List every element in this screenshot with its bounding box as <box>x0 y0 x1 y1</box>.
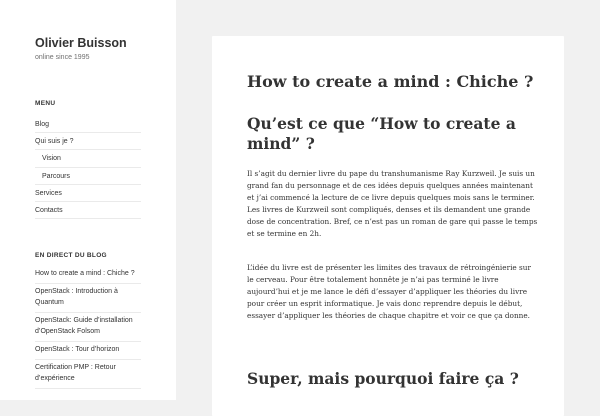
recent-posts-list <box>35 266 141 389</box>
sidebar <box>0 0 176 400</box>
menu-item-parcours[interactable]: Parcours <box>35 168 141 185</box>
menu-item-services[interactable]: Services <box>35 185 141 202</box>
menu-widget-title: MENU <box>35 100 56 107</box>
post-title: How to create a mind : Chiche ? <box>247 72 534 91</box>
site-description: online since 1995 <box>35 54 90 61</box>
site-title-link[interactable]: Olivier Buisson <box>35 36 127 50</box>
post-paragraph-2: L’idée du livre est de présenter les limites des travaux de rétroingénierie sur le cerveau. Pour être totalement honnête je n’ai pas terminé le livre aujourd’hui et je me lance le défi d’essayer d’appliquer les théories du livre pour créer un esprit informatique. Je vais donc reprendre depuis le début, essayer d’appliquer les théories de chaque chapitre et voir ce que ça donne. <box>247 263 531 321</box>
menu-item-blog[interactable]: Blog <box>35 116 141 133</box>
menu-item-contacts[interactable]: Contacts <box>35 202 141 219</box>
recent-post-link[interactable]: Certification PMP : Retour d’expérience <box>35 360 141 389</box>
menu-list <box>35 116 141 219</box>
recent-post-link[interactable]: OpenStack : Tour d’horizon <box>35 342 141 360</box>
menu-item-vision[interactable]: Vision <box>35 150 141 167</box>
section-heading-what-is: Qu’est ce que “How to create a mind” ? <box>247 114 516 153</box>
section-heading-why: Super, mais pourquoi faire ça ? <box>247 369 519 388</box>
recent-post-link[interactable]: OpenStack : Introduction à Quantum <box>35 284 141 313</box>
post-article <box>212 36 564 416</box>
menu-item-qui-suis-je[interactable]: Qui suis je ? <box>35 133 141 150</box>
recent-post-link[interactable]: OpenStack: Guide d’installation d’OpenStack Folsom <box>35 313 141 342</box>
blog-widget-title: EN DIRECT DU BLOG <box>35 252 107 259</box>
post-paragraph-1: Il s’agit du dernier livre du pape du transhumanisme Ray Kurzweil. Je suis un grand fan du personnage et de ces idées depuis quelques années maintenant et j’ai commencé la lecture de ce livre depuis quelques mois sans le terminer. Les livres de Kurzweil sont compliqués, denses et ils demandent une grande dose de concentration. Bref, ce n’est pas un roman de gare qui passe le temps et se termine en 2h. <box>247 169 538 239</box>
recent-post-link[interactable]: How to create a mind : Chiche ? <box>35 266 141 284</box>
